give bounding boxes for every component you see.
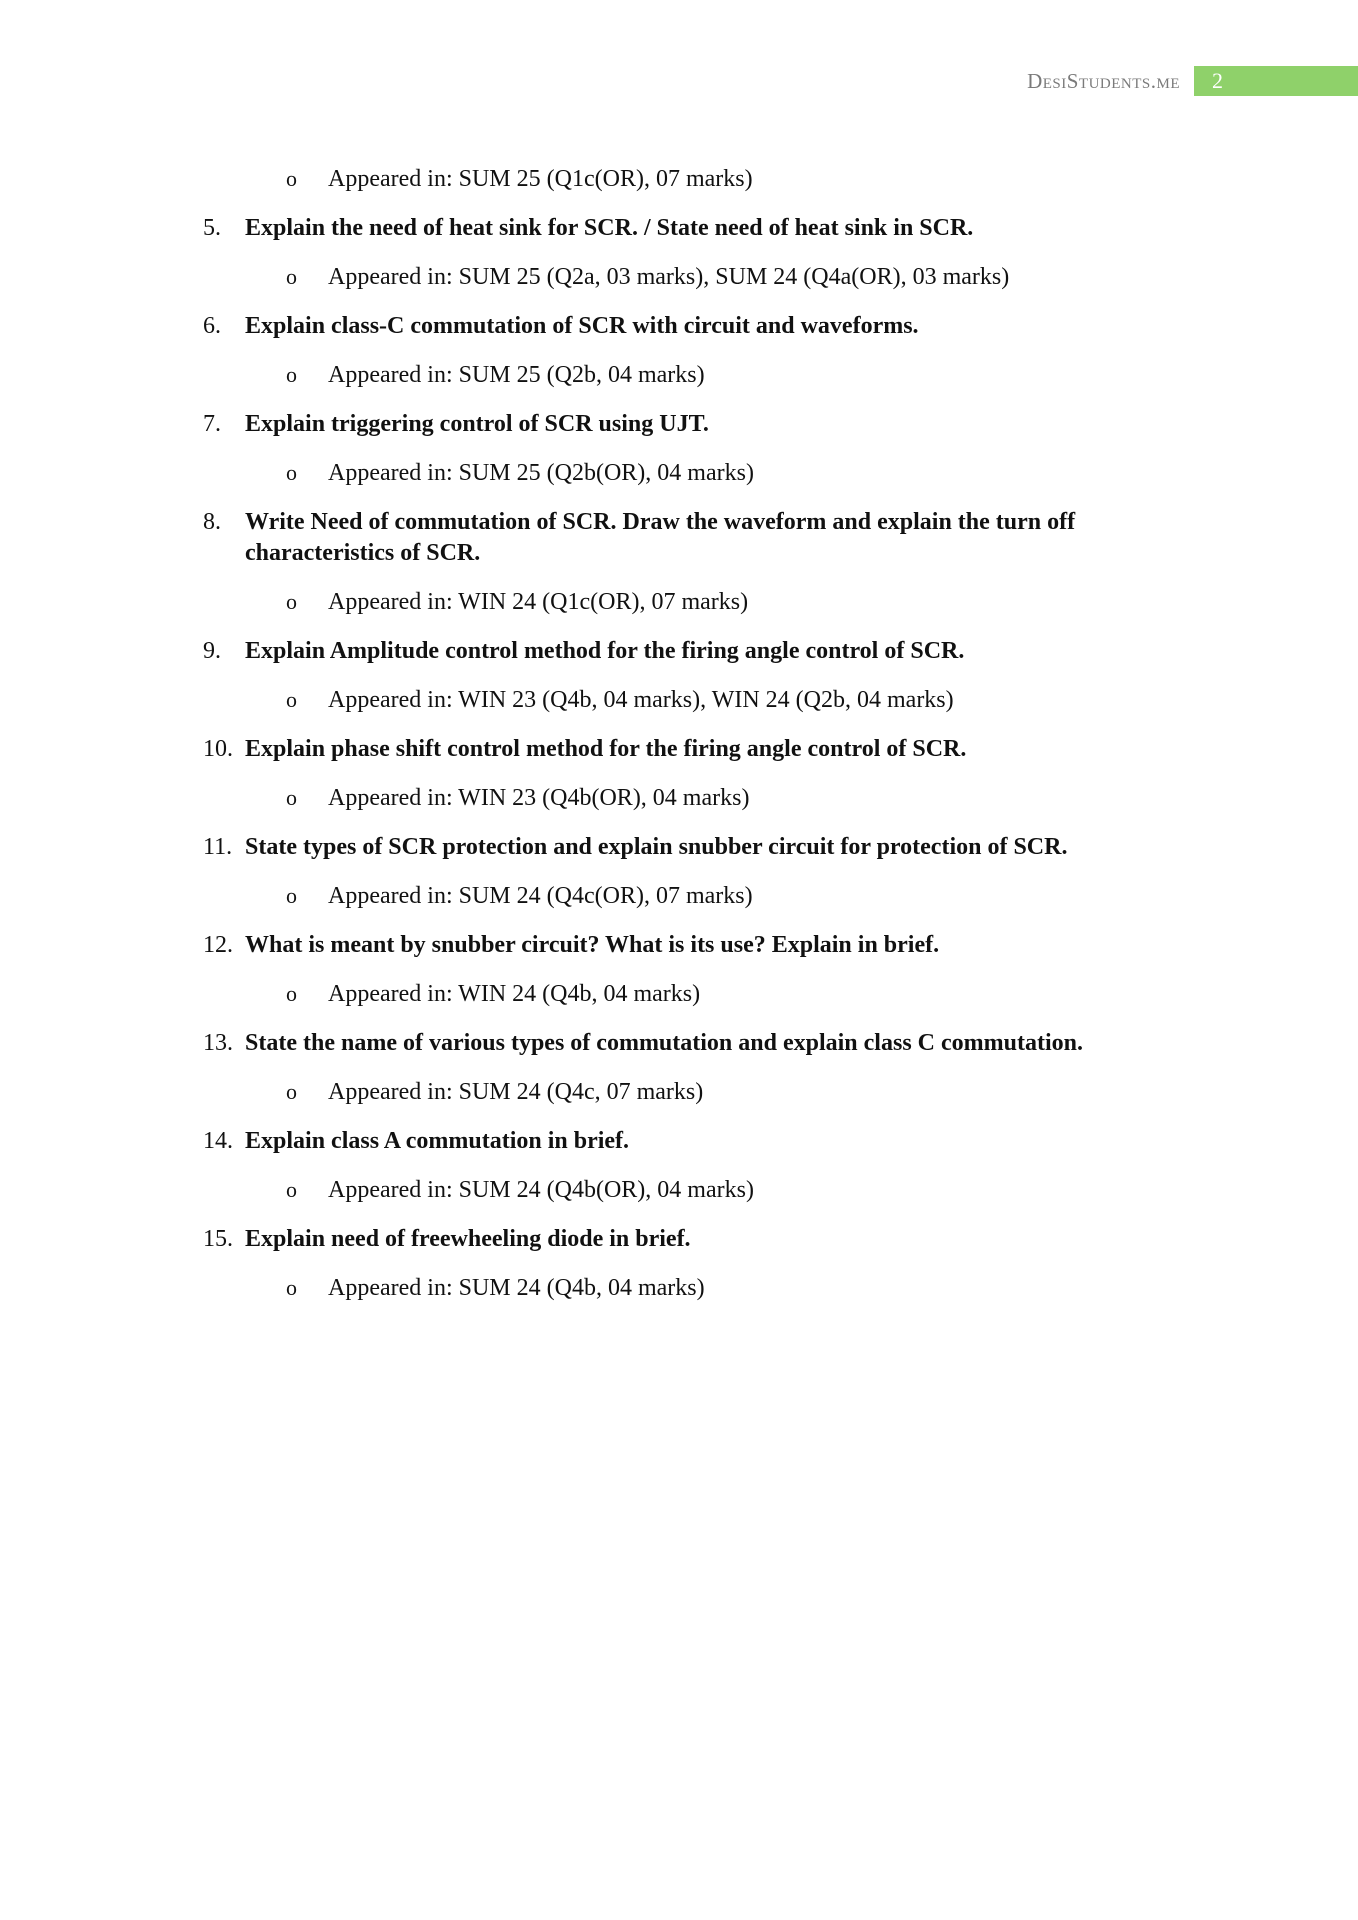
question-number: 11. (203, 834, 233, 860)
appeared-line (286, 1175, 754, 1205)
site-name: DesiStudents.me (1027, 68, 1180, 93)
question-text: Explain class-C commutation of SCR with circuit and waveforms. (245, 313, 919, 339)
appeared-line (286, 587, 748, 617)
appeared-text: Appeared in: SUM 25 (Q2b, 04 marks) (328, 362, 705, 388)
appeared-text: Appeared in: SUM 24 (Q4b, 04 marks) (328, 1275, 705, 1301)
appeared-line (286, 685, 954, 715)
question-text: Explain class A commutation in brief. (245, 1128, 630, 1154)
page-number: 2 (1194, 66, 1358, 96)
page-header (1027, 66, 1358, 96)
question-text: Write Need of commutation of SCR. Draw the waveform and explain the turn off characteristics of SCR. (245, 509, 1076, 566)
bullet-icon: o (286, 362, 297, 387)
question-text: Explain Amplitude control method for the firing angle control of SCR. (245, 638, 965, 664)
appeared-text: Appeared in: WIN 24 (Q1c(OR), 07 marks) (328, 589, 749, 615)
bullet-icon: o (286, 981, 297, 1006)
bullet-icon: o (286, 264, 297, 289)
appeared-line (286, 1273, 705, 1303)
question-text: What is meant by snubber circuit? What is its use? Explain in brief. (245, 932, 940, 958)
question-number: 6. (203, 313, 221, 339)
bullet-icon: o (286, 883, 297, 908)
appeared-text: Appeared in: SUM 24 (Q4c, 07 marks) (328, 1079, 704, 1105)
question-number: 12. (203, 932, 233, 958)
bullet-icon: o (286, 687, 297, 712)
question-item (203, 507, 1163, 569)
bullet-icon: o (286, 1177, 297, 1202)
appeared-text: Appeared in: SUM 25 (Q1c(OR), 07 marks) (328, 166, 753, 192)
bullet-icon: o (286, 166, 297, 191)
appeared-text: Appeared in: WIN 23 (Q4b, 04 marks), WIN 24 (Q2b, 04 marks) (328, 687, 954, 713)
question-text: State types of SCR protection and explain snubber circuit for protection of SCR. (245, 834, 1068, 860)
question-number: 9. (203, 638, 221, 664)
question-text: Explain need of freewheeling diode in brief. (245, 1226, 691, 1252)
appeared-line (286, 979, 700, 1009)
bullet-icon: o (286, 1275, 297, 1300)
appeared-line (286, 783, 749, 813)
bullet-icon: o (286, 460, 297, 485)
appeared-text: Appeared in: WIN 24 (Q4b, 04 marks) (328, 981, 701, 1007)
question-number: 5. (203, 215, 221, 241)
question-number: 13. (203, 1030, 233, 1056)
bullet-icon: o (286, 589, 297, 614)
appeared-text: Appeared in: SUM 24 (Q4c(OR), 07 marks) (328, 883, 753, 909)
appeared-line (286, 1077, 703, 1107)
appeared-text: Appeared in: SUM 24 (Q4b(OR), 04 marks) (328, 1177, 754, 1203)
question-number: 15. (203, 1226, 233, 1252)
question-number: 14. (203, 1128, 233, 1154)
question-text: Explain triggering control of SCR using UJT. (245, 411, 709, 437)
question-number: 10. (203, 736, 233, 762)
appeared-line (286, 164, 753, 194)
question-text: State the name of various types of commutation and explain class C commutation. (245, 1030, 1083, 1056)
question-number: 7. (203, 411, 221, 437)
appeared-line (286, 881, 753, 911)
appeared-line (286, 458, 754, 488)
appeared-text: Appeared in: SUM 25 (Q2b(OR), 04 marks) (328, 460, 754, 486)
appeared-line (286, 262, 1009, 292)
appeared-text: Appeared in: SUM 25 (Q2a, 03 marks), SUM 24 (Q4a(OR), 03 marks) (328, 264, 1010, 290)
bullet-icon: o (286, 785, 297, 810)
bullet-icon: o (286, 1079, 297, 1104)
question-text: Explain phase shift control method for the firing angle control of SCR. (245, 736, 967, 762)
question-number: 8. (203, 509, 221, 535)
appeared-text: Appeared in: WIN 23 (Q4b(OR), 04 marks) (328, 785, 750, 811)
appeared-line (286, 360, 705, 390)
question-text: Explain the need of heat sink for SCR. / State need of heat sink in SCR. (245, 215, 974, 241)
